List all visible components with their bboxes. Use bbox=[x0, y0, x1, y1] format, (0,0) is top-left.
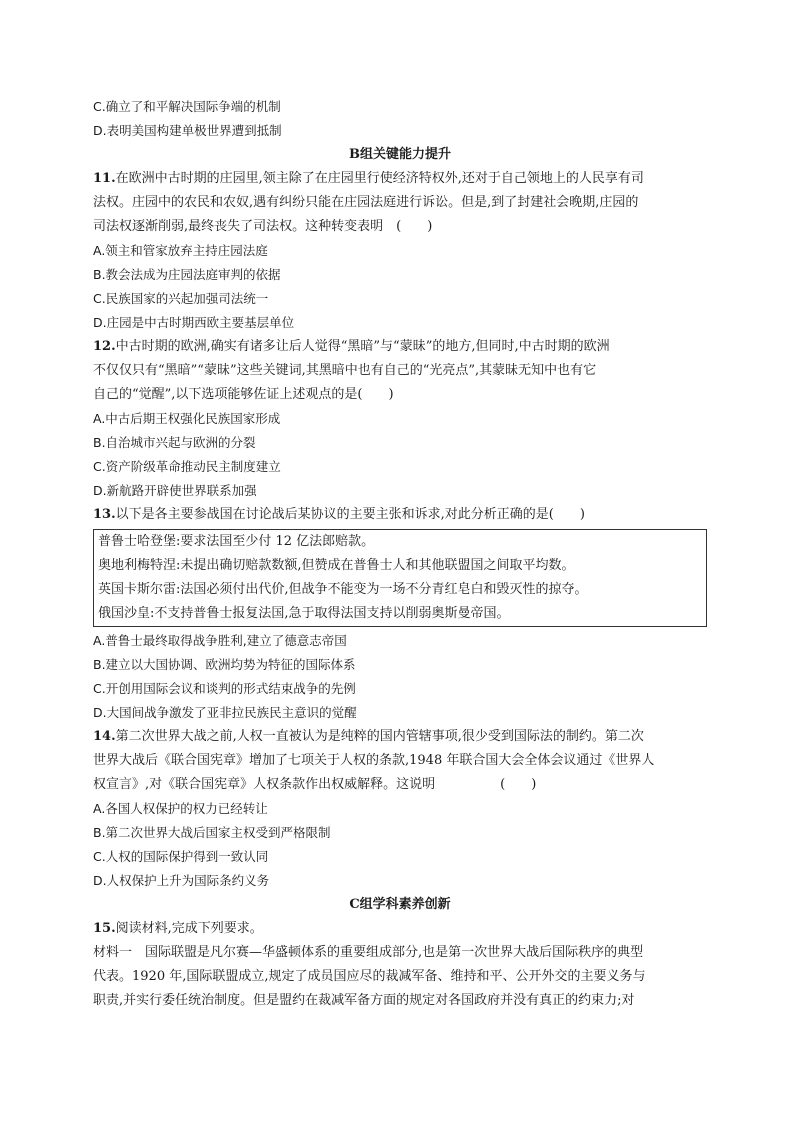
q15-number: 15. bbox=[93, 921, 116, 936]
question-11 bbox=[93, 167, 707, 335]
q13-material-box bbox=[93, 529, 707, 627]
question-15 bbox=[93, 917, 707, 1013]
q12-stem-line-3: 自己的“觉醒”,以下选项能够佐证上述观点的是( ) bbox=[93, 387, 394, 402]
q14-option-c: C.人权的国际保护得到一致认同 bbox=[93, 849, 269, 864]
q10-option-c: C.确立了和平解决国际争端的机制 bbox=[93, 99, 281, 114]
q12-stem-line-1: 中古时期的欧洲,确实有诸多让后人觉得“黑暗”与“蒙昧”的地方,但同时,中古时期的欧洲 bbox=[115, 339, 610, 354]
q13-box-line: 奥地利梅特涅:未提出确切赔款数额,但赞成在普鲁士人和其他联盟国之间取平均数。 bbox=[98, 558, 575, 573]
q13-stem: 以下是各主要参战国在讨论战后某协议的主要主张和诉求,对此分析正确的是( ) bbox=[115, 507, 585, 522]
q11-option-a: A.领主和管家放弃主持庄园法庭 bbox=[93, 243, 268, 258]
q13-option-c: C.开创用国际会议和谈判的形式结束战争的先例 bbox=[93, 681, 356, 696]
q15-material-1-line-2: 代表。1920 年,国际联盟成立,规定了成员国应尽的裁减军备、维持和平、公开外交的主要义务与 bbox=[93, 969, 646, 984]
q11-option-c: C.民族国家的兴起加强司法统一 bbox=[93, 291, 269, 306]
q12-option-a: A.中古后期王权强化民族国家形成 bbox=[93, 411, 281, 426]
q15-material-1-line-1: 材料一 国际联盟是凡尔赛—华盛顿体系的重要组成部分,也是第一次世界大战后国际秩序的典型 bbox=[93, 945, 644, 960]
q14-option-d: D.人权保护上升为国际条约义务 bbox=[93, 873, 270, 888]
exam-page bbox=[93, 95, 707, 1013]
section-b-heading: B组关键能力提升 bbox=[349, 147, 451, 162]
q11-stem-line-1: 在欧洲中古时期的庄园里,领主除了在庄园里行使经济特权外,还对于自己领地上的人民享有司 bbox=[115, 171, 644, 186]
q15-stem: 阅读材料,完成下列要求。 bbox=[115, 921, 263, 936]
q13-option-b: B.建立以大国协调、欧洲均势为特征的国际体系 bbox=[93, 657, 356, 672]
q11-option-d: D.庄园是中古时期西欧主要基层单位 bbox=[93, 315, 295, 330]
q13-option-a: A.普鲁士最终取得战争胜利,建立了德意志帝国 bbox=[93, 633, 347, 648]
q12-number: 12. bbox=[93, 339, 116, 354]
section-c-heading: C组学科素养创新 bbox=[349, 897, 451, 912]
question-12 bbox=[93, 335, 707, 503]
q10-option-d: D.表明美国构建单极世界遭到抵制 bbox=[93, 123, 282, 138]
q15-material-1-line-3: 职责,并实行委任统治制度。但是盟约在裁减军备方面的规定对各国政府并没有真正的约束力;对 bbox=[93, 993, 635, 1008]
q13-box-line: 英国卡斯尔雷:法国必须付出代价,但战争不能变为一场不分青红皂白和毁灭性的掠夺。 bbox=[98, 582, 588, 597]
question-13 bbox=[93, 503, 707, 725]
q14-stem-line-2: 世界大战后《联合国宪章》增加了七项关于人权的条款,1948 年联合国大会全体会议通过《世界人 bbox=[93, 753, 655, 768]
q14-stem-line-1: 第二次世界大战之前,人权一直被认为是纯粹的国内管辖事项,很少受到国际法的制约。第二次 bbox=[115, 729, 644, 744]
q14-stem-line-3: 权宣言》,对《联合国宪章》人权条款作出权威解释。这说明 ( ) bbox=[93, 777, 537, 792]
q13-box-line: 俄国沙皇:不支持普鲁士报复法国,急于取得法国支持以削弱奥斯曼帝国。 bbox=[98, 606, 510, 621]
q13-option-d: D.大国间战争激发了亚非拉民族民主意识的觉醒 bbox=[93, 705, 357, 720]
q12-option-d: D.新航路开辟使世界联系加强 bbox=[93, 483, 257, 498]
q13-number: 13. bbox=[93, 507, 116, 522]
q14-option-b: B.第二次世界大战后国家主权受到严格限制 bbox=[93, 825, 331, 840]
q14-number: 14. bbox=[93, 729, 116, 744]
q11-number: 11. bbox=[93, 171, 116, 186]
q11-stem-line-3: 司法权逐渐削弱,最终丧失了司法权。这种转变表明 ( ) bbox=[93, 219, 433, 234]
q14-option-a: A.各国人权保护的权力已经转让 bbox=[93, 801, 268, 816]
q11-option-b: B.教会法成为庄园法庭审判的依据 bbox=[93, 267, 281, 282]
question-14 bbox=[93, 725, 707, 893]
q12-stem-line-2: 不仅仅只有“黑暗”“蒙昧”这些关键词,其黑暗中也有自己的“光亮点”,其蒙昧无知中也有它 bbox=[93, 363, 597, 378]
q12-option-c: C.资产阶级革命推动民主制度建立 bbox=[93, 459, 281, 474]
q12-option-b: B.自治城市兴起与欧洲的分裂 bbox=[93, 435, 256, 450]
q13-box-line: 普鲁士哈登堡:要求法国至少付 12 亿法郎赔款。 bbox=[98, 534, 375, 549]
q11-stem-line-2: 法权。庄园中的农民和农奴,遇有纠纷只能在庄园法庭进行诉讼。但是,到了封建社会晚期,庄园的 bbox=[93, 195, 639, 210]
